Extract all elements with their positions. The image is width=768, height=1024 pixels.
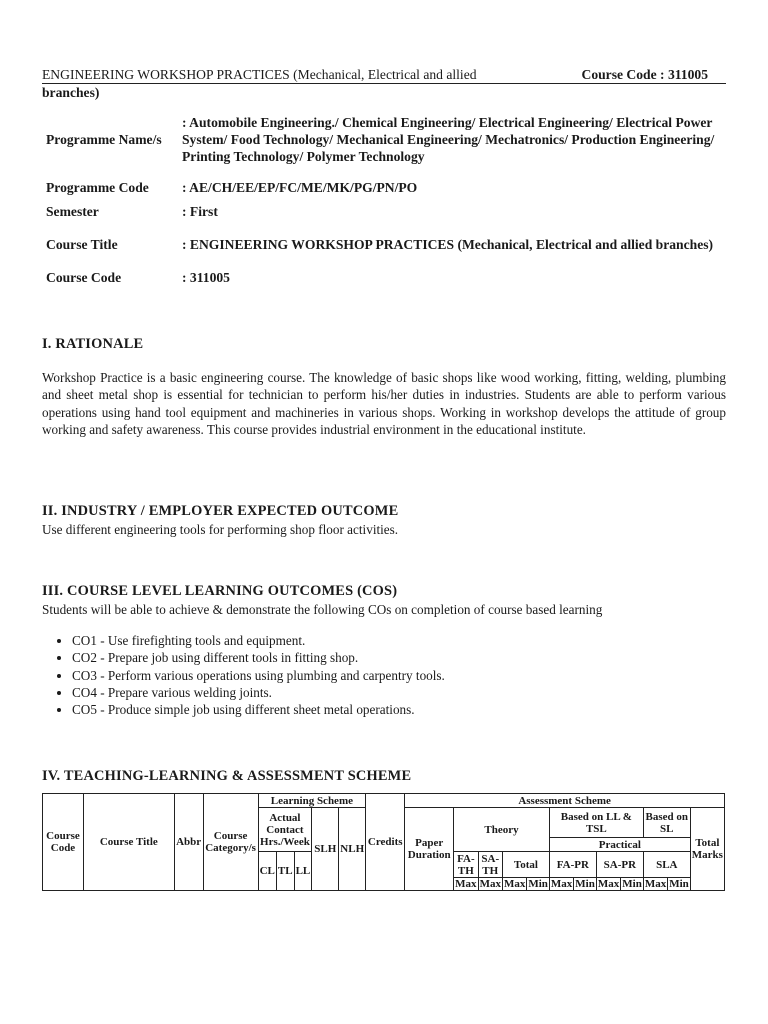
cos-list — [42, 632, 445, 718]
teaching-assessment-table — [42, 793, 725, 891]
th-actual-contact: Actual Contact Hrs./Week — [258, 808, 312, 852]
th-paper-duration: Paper Duration — [405, 808, 454, 891]
th-cl: CL — [258, 852, 276, 891]
th-practical: Practical — [549, 838, 690, 852]
info-row — [42, 265, 732, 289]
th-sla: SLA — [643, 852, 690, 878]
th-assessment-scheme: Assessment Scheme — [405, 794, 725, 808]
th-abbr: Abbr — [174, 794, 203, 891]
th-nlh: NLH — [339, 808, 366, 891]
th-max: Max — [479, 878, 501, 890]
th-max: Max — [597, 878, 620, 890]
th-course-code: Course Code — [43, 794, 84, 891]
info-row — [42, 175, 732, 199]
th-max: Max — [550, 878, 573, 890]
course-info-table — [42, 103, 732, 289]
outcome-text: Use different engineering tools for performing shop floor activities. — [42, 522, 399, 537]
th-sa-pr: SA-PR — [596, 852, 643, 878]
list-item: • CO2 - Prepare job using different tools in fitting shop. — [72, 649, 445, 666]
th-max: Max — [503, 878, 526, 890]
rationale-text: Workshop Practice is a basic engineering course. The knowledge of basic shops like wood working, fitting, welding, plumbing and sheet metal shop is essential for technician to perform his/her duties in industries. Students are able to perform various operations using hand tool equipment and machineries in various shops. Working in workshop develops the attitude of group working and safety awareness. This course provides industrial environment in the educational institute. — [42, 370, 726, 437]
th-learning-scheme: Learning Scheme — [258, 794, 366, 808]
th-min: Min — [669, 878, 689, 890]
th-theory: Theory — [454, 808, 550, 852]
list-item: • CO3 - Perform various operations using plumbing and carpentry tools. — [72, 667, 445, 684]
info-key: Programme Code — [46, 179, 149, 195]
info-value: : AE/CH/EE/EP/FC/ME/MK/PG/PN/PO — [182, 179, 418, 195]
cos-heading: III. COURSE LEVEL LEARNING OUTCOMES (COS) — [42, 583, 398, 599]
th-fa-pr: FA-PR — [549, 852, 596, 878]
header-course-code: Course Code : 311005 — [581, 67, 708, 82]
info-row — [42, 223, 732, 265]
th-based-sl: Based on SL — [643, 808, 690, 838]
list-item: • CO1 - Use firefighting tools and equipment. — [72, 632, 445, 649]
th-category: Course Category/s — [203, 794, 258, 891]
scheme-heading: IV. TEACHING-LEARNING & ASSESSMENT SCHEME — [42, 768, 412, 784]
th-credits: Credits — [366, 794, 405, 891]
outcome-heading: II. INDUSTRY / EMPLOYER EXPECTED OUTCOME — [42, 503, 399, 519]
info-value: : Automobile Engineering./ Chemical Engineering/ Electrical Engineering/ Electrical Power System/ Food Technology/ Mechanical Engineering/ Mechatronics/ Production Engineering/ Printing Technology/ Polymer Technology — [182, 114, 715, 164]
info-key: Course Code — [46, 269, 122, 285]
th-based-ll-tsl: Based on LL & TSL — [549, 808, 643, 838]
th-tl: TL — [276, 852, 294, 891]
th-total: Total — [502, 852, 549, 878]
th-min: Min — [622, 878, 642, 890]
list-item: • CO4 - Prepare various welding joints. — [72, 684, 445, 701]
cos-intro: Students will be able to achieve & demonstrate the following COs on completion of course based learning — [42, 602, 603, 617]
info-row — [42, 199, 732, 223]
th-ll: LL — [294, 852, 312, 891]
rationale-heading: I. RATIONALE — [42, 336, 144, 352]
th-max: Max — [644, 878, 667, 890]
info-key: Course Title — [46, 236, 118, 252]
th-fa-th: FA-TH — [454, 852, 478, 878]
header-title-continued: branches) — [42, 85, 100, 100]
page-header — [42, 66, 726, 84]
th-slh: SLH — [312, 808, 339, 891]
header-title: ENGINEERING WORKSHOP PRACTICES (Mechanical, Electrical and allied — [42, 67, 477, 82]
th-sa-th: SA-TH — [478, 852, 502, 878]
info-value: : 311005 — [182, 269, 230, 285]
list-item: • CO5 - Produce simple job using different sheet metal operations. — [72, 701, 445, 718]
info-value: : ENGINEERING WORKSHOP PRACTICES (Mechanical, Electrical and allied branches) — [182, 236, 714, 252]
info-row — [42, 103, 732, 175]
th-min: Min — [528, 878, 548, 890]
th-course-title: Course Title — [83, 794, 174, 891]
info-value: : First — [182, 203, 218, 219]
info-key: Programme Name/s — [46, 131, 162, 147]
th-max: Max — [455, 878, 477, 890]
info-key: Semester — [46, 203, 99, 219]
th-total-marks: Total Marks — [690, 808, 724, 891]
th-min: Min — [575, 878, 595, 890]
